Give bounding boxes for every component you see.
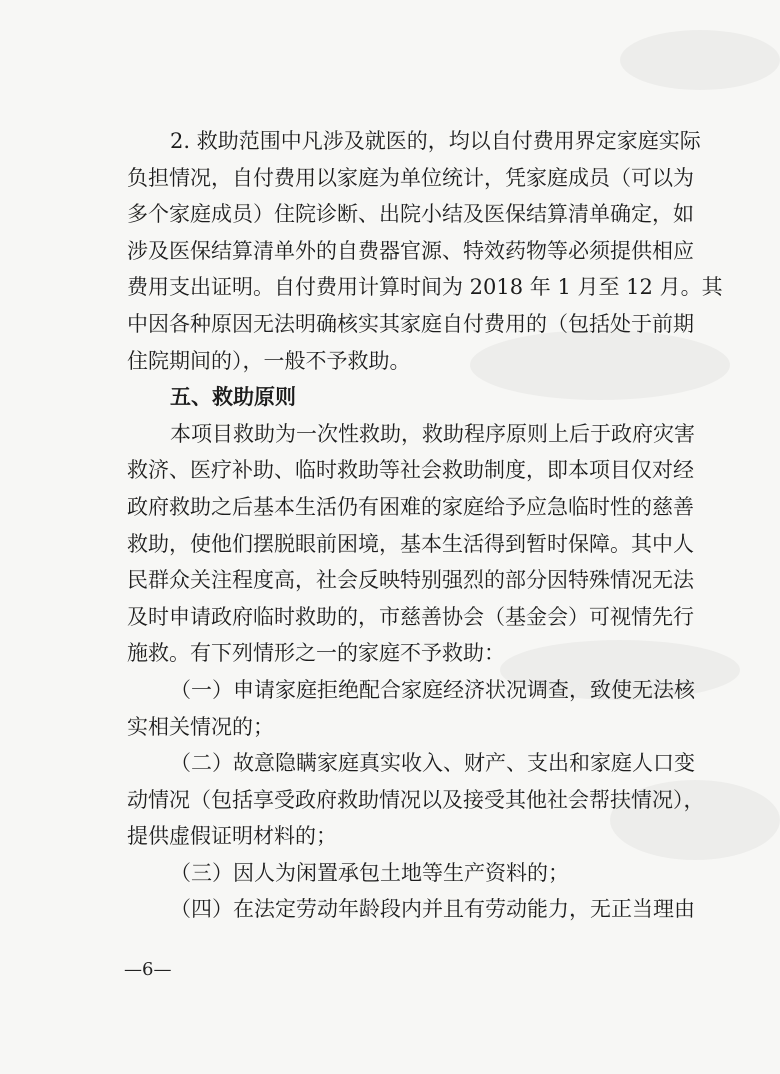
- page-number: —6—: [124, 959, 172, 980]
- paragraph-line: 施救。有下列情形之一的家庭不予救助：: [127, 641, 505, 666]
- scan-artifact: [620, 30, 780, 90]
- paragraph-line: 费用支出证明。自付费用计算时间为 2018 年 1 月至 12 月。其: [127, 275, 723, 300]
- paragraph-line: 救济、医疗补助、临时救助等社会救助制度，即本项目仅对经: [127, 458, 694, 483]
- paragraph-line: 救助，使他们摆脱眼前困境，基本生活得到暂时保障。其中人: [127, 531, 694, 556]
- paragraph-line: 及时申请政府临时救助的，市慈善协会（基金会）可视情先行: [127, 604, 694, 629]
- list-item-line: 实相关情况的；: [127, 714, 274, 739]
- paragraph-line: 2. 救助范围中凡涉及就医的，均以自付费用界定家庭实际: [170, 129, 701, 153]
- paragraph-line: 政府救助之后基本生活仍有困难的家庭给予应急临时性的慈善: [127, 494, 694, 519]
- list-item-line: 提供虚假证明材料的；: [127, 824, 337, 849]
- list-item-line: （三）因人为闲置承包土地等生产资料的；: [170, 860, 569, 885]
- document-body: [127, 123, 723, 928]
- paragraph-line: 民群众关注程度高，社会反映特别强烈的部分因特殊情况无法: [127, 568, 694, 593]
- paragraph-line: 本项目救助为一次性救助，救助程序原则上后于政府灾害: [170, 421, 695, 446]
- list-item-line: （一）申请家庭拒绝配合家庭经济状况调查，致使无法核: [170, 677, 695, 702]
- paragraph-line: 住院期间的），一般不予救助。: [127, 348, 411, 373]
- list-item-line: （二）故意隐瞒家庭真实收入、财产、支出和家庭人口变: [170, 751, 695, 776]
- paragraph-line: 涉及医保结算清单外的自费器官源、特效药物等必须提供相应: [127, 238, 694, 263]
- paragraph-line: 负担情况，自付费用以家庭为单位统计，凭家庭成员（可以为: [127, 165, 694, 190]
- paragraph-line: 多个家庭成员）住院诊断、出院小结及医保结算清单确定，如: [127, 202, 694, 227]
- list-item-line: 动情况（包括享受政府救助情况以及接受其他社会帮扶情况），: [127, 787, 705, 812]
- paragraph-line: 中因各种原因无法明确核实其家庭自付费用的（包括处于前期: [127, 311, 694, 336]
- list-item-line: （四）在法定劳动年龄段内并且有劳动能力，无正当理由: [170, 897, 695, 922]
- section-heading: 五、救助原则: [170, 385, 296, 410]
